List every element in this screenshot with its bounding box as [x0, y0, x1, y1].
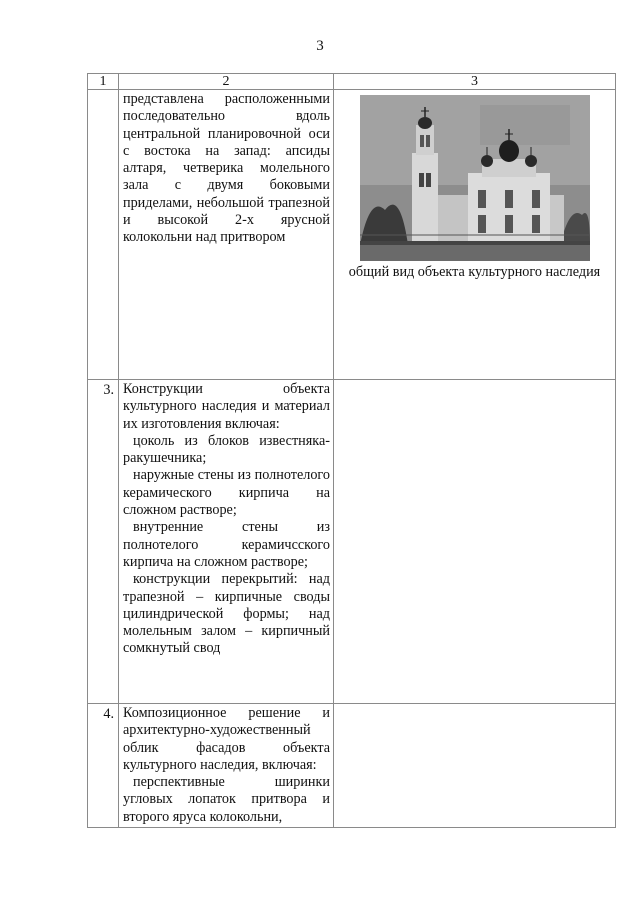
table-row-continuation: [88, 90, 616, 380]
list-item: наружные стены из полнотелого керамического кирпича на сложном растворе;: [123, 467, 330, 519]
header-col-3: 3: [334, 74, 616, 90]
image-cell: [334, 90, 616, 380]
church-photo-icon: [360, 95, 590, 261]
list-item: внутренние стены из полнотелого керамичсского кирпича на сложном растворе;: [123, 519, 330, 570]
description-cell: [119, 704, 334, 828]
empty-cell: [334, 380, 616, 704]
empty-cell: [334, 704, 616, 828]
row-number: 3.: [88, 380, 119, 704]
row-number-cell-empty: [88, 90, 119, 380]
image-caption: общий вид объекта культурного наследия: [348, 264, 601, 280]
row-number: 4.: [88, 704, 119, 828]
row-intro: Конструкции объекта культурного наследия и материал их изготовления включая:: [123, 381, 330, 432]
table-header-row: [88, 74, 616, 90]
row-intro: Композиционное решение и архитектурно-художественный облик фасадов объекта культурного наследия, включая:: [123, 705, 330, 773]
list-item: цоколь из блоков известняка-ракушечника;: [123, 432, 330, 467]
description-cell: [119, 90, 334, 380]
list-item: перспективные ширинки угловых лопаток притвора и второго яруса колокольни,: [123, 774, 330, 825]
continuation-text: представлена расположенными последовательно вдоль центральной планировочной оси с востока на запад: апсиды алтаря, четверика молельного зала с двумя боковыми приделами, небольшой трапезной и высокой 2-х ярусной колокольни над притвором: [123, 91, 330, 246]
table-row-4: [88, 704, 616, 828]
heritage-table: [87, 73, 616, 828]
header-col-2: 2: [119, 74, 334, 90]
description-cell: [119, 380, 334, 704]
page-number: 3: [316, 38, 324, 54]
table-row-3: [88, 380, 616, 704]
list-item: конструкции перекрытий: над трапезной – кирпичные своды цилиндрической формы; над молельным залом – кирпичный сомкнутый свод: [123, 571, 330, 657]
header-col-1: 1: [88, 74, 119, 90]
